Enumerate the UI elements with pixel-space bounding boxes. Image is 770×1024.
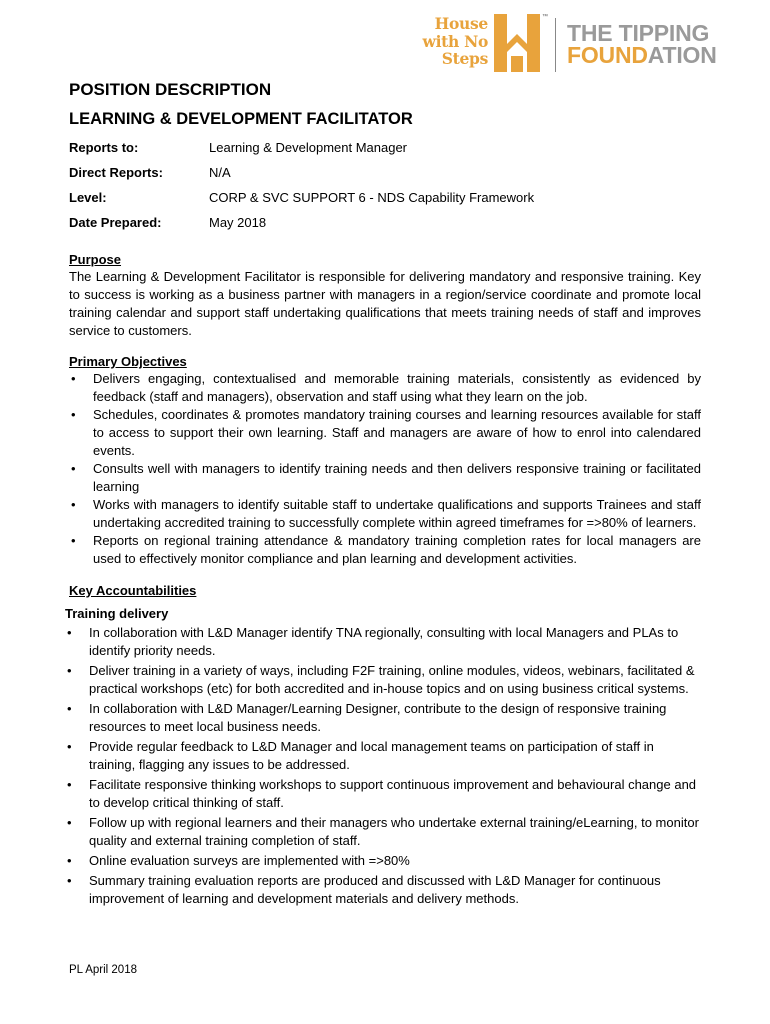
list-item: • Schedules, coordinates & promotes mandatory training courses and learning resources available for staff to access to support their own learning. Staff and managers are aware of how to enrol into calendared events. bbox=[69, 406, 701, 460]
list-item: • Facilitate responsive thinking workshops to support continuous improvement and behavioural change and to develop critical thinking of staff. bbox=[65, 776, 701, 812]
list-item: • Online evaluation surveys are implemented with =>80% bbox=[65, 852, 701, 870]
training-delivery-subheading: Training delivery bbox=[65, 606, 169, 621]
list-item: • Delivers engaging, contextualised and memorable training materials, consistently as evidenced by feedback (staff and managers), observation and staff using what they learn on the job. bbox=[69, 370, 701, 406]
meta-row bbox=[69, 190, 534, 215]
list-item: • Summary training evaluation reports are produced and discussed with L&D Manager for continuous improvement of learning and development materials and delivery methods. bbox=[65, 872, 701, 908]
tipping-foundation-line2 bbox=[567, 44, 717, 66]
logo-line: with No bbox=[422, 31, 488, 51]
training-delivery-block bbox=[65, 605, 701, 908]
meta-row bbox=[69, 140, 534, 165]
position-details-table bbox=[69, 140, 534, 240]
document-type: POSITION DESCRIPTION bbox=[69, 80, 272, 99]
meta-label: Level: bbox=[69, 190, 107, 205]
logo-divider bbox=[555, 18, 556, 72]
logo-line: Steps bbox=[441, 49, 488, 68]
house-with-no-steps-logo-text bbox=[414, 15, 488, 68]
key-accountabilities-list bbox=[65, 624, 701, 908]
list-item: • In collaboration with L&D Manager/Learning Designer, contribute to the design of responsive training resources to meet local business needs. bbox=[65, 700, 701, 736]
logo-line: House bbox=[434, 14, 488, 33]
meta-value: May 2018 bbox=[209, 215, 267, 230]
house-logo-icon bbox=[494, 14, 540, 72]
purpose-text: The Learning & Development Facilitator is responsible for delivering mandatory and responsive training. Key to success is working as a business partner with managers in a region/service coordinate and promote local training calendar and support staff undertaking qualifications that meets training needs of staff and improves service to customers. bbox=[69, 269, 701, 338]
list-item: • Deliver training in a variety of ways, including F2F training, online modules, videos, webinars, facilitated & practical workshops (etc) for both accredited and in-house topics and on using business critical systems. bbox=[65, 662, 701, 698]
purpose-heading: Purpose bbox=[69, 252, 122, 267]
list-item: • Provide regular feedback to L&D Manager and local management teams on participation of staff in training, flagging any issues to be addressed. bbox=[65, 738, 701, 774]
list-item: • Reports on regional training attendance & mandatory training completion rates for local managers are used to effectively monitor compliance and plan learning and development activities. bbox=[69, 532, 701, 568]
list-item: • Follow up with regional learners and their managers who undertake external training/eLearning, to monitor quality and external training completion of staff. bbox=[65, 814, 701, 850]
tipping-foundation-line1: THE TIPPING bbox=[567, 20, 710, 46]
tipping-foundation-logo bbox=[567, 22, 717, 66]
primary-objectives-heading: Primary Objectives bbox=[69, 354, 187, 369]
meta-value: CORP & SVC SUPPORT 6 - NDS Capability Framework bbox=[209, 190, 535, 205]
header-logos bbox=[414, 12, 754, 74]
list-item: • Consults well with managers to identify training needs and then delivers responsive training or facilitated learning bbox=[69, 460, 701, 496]
page-title: LEARNING & DEVELOPMENT FACILITATOR bbox=[69, 110, 413, 128]
list-item: • In collaboration with L&D Manager identify TNA regionally, consulting with local Managers and PLAs to identify priority needs. bbox=[65, 624, 701, 660]
key-accountabilities-heading: Key Accountabilities bbox=[69, 583, 197, 598]
list-item: • Works with managers to identify suitable staff to undertake qualifications and supports Trainees and staff undertaking accredited training to successfully complete within agreed timeframes for =>80% of learners. bbox=[69, 496, 701, 532]
trademark-symbol: ™ bbox=[542, 14, 548, 20]
meta-label: Direct Reports: bbox=[69, 165, 163, 180]
meta-label: Date Prepared: bbox=[69, 215, 162, 230]
meta-label: Reports to: bbox=[69, 140, 139, 155]
meta-row bbox=[69, 165, 534, 190]
meta-value: Learning & Development Manager bbox=[209, 140, 408, 155]
meta-value: N/A bbox=[209, 165, 231, 180]
tipping-foundation-grey-part: ATION bbox=[647, 42, 717, 68]
meta-row bbox=[69, 215, 534, 240]
document-body bbox=[65, 78, 701, 910]
page-footer: PL April 2018 bbox=[69, 964, 137, 976]
tipping-foundation-orange-part: FOUND bbox=[567, 42, 648, 68]
primary-objectives-list bbox=[69, 370, 701, 568]
